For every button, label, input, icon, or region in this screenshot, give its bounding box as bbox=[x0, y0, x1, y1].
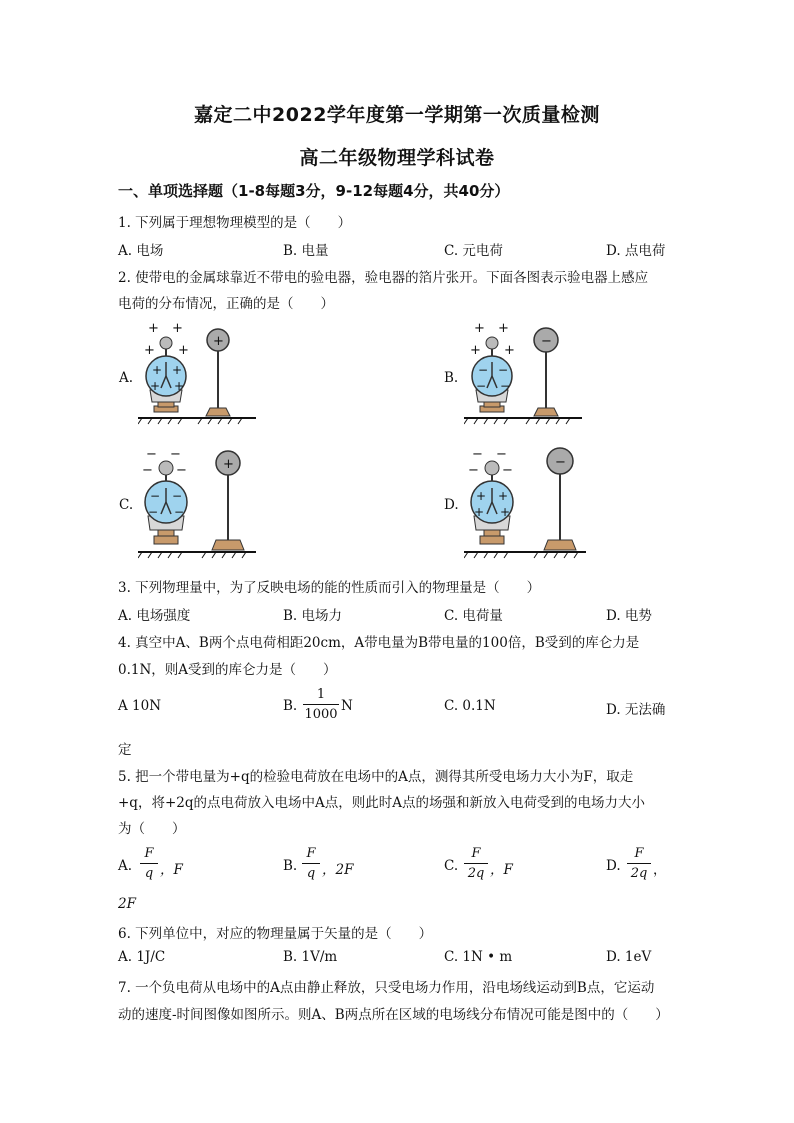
svg-text:−: − bbox=[468, 463, 479, 478]
question-4-option-a: A 10N bbox=[118, 698, 162, 714]
question-4-option-b-fraction bbox=[303, 686, 339, 723]
question-4-stem-line2: 0.1N，则A受到的库仑力是（ ） bbox=[118, 662, 337, 678]
figure-a-label: A. bbox=[119, 370, 134, 386]
fraction-numerator: 1 bbox=[316, 687, 326, 702]
question-2-stem-line2: 电荷的分布情况，正确的是（ ） bbox=[118, 296, 334, 312]
svg-text:−: − bbox=[176, 463, 187, 478]
fraction-numerator: F bbox=[144, 846, 154, 861]
question-3-option-b: B. 电场力 bbox=[283, 608, 343, 624]
electroscope-figure-a bbox=[138, 318, 258, 430]
question-2-stem-line1: 2. 使带电的金属球靠近不带电的验电器，验电器的箔片张开。下面各图表示验电器上感应 bbox=[118, 270, 649, 286]
question-6-option-a: A. 1J/C bbox=[118, 949, 166, 965]
question-5-option-b-label: B. bbox=[283, 858, 298, 874]
electroscope-figure-b bbox=[464, 318, 584, 430]
question-5-stem-line2: +q，将+2q的点电荷放入电场中A点，则此时A点的场强和新放入电荷受到的电场力大小 bbox=[118, 795, 645, 811]
svg-text:+: + bbox=[474, 321, 485, 336]
question-1-option-a: A. 电场 bbox=[118, 243, 164, 259]
question-5-option-a-tail: ，F bbox=[160, 862, 183, 878]
svg-text:−: − bbox=[476, 379, 487, 393]
svg-text:+: + bbox=[150, 379, 161, 393]
question-5-option-c-tail: ，F bbox=[490, 862, 513, 878]
question-4-option-d: D. 无法确 bbox=[606, 702, 666, 718]
svg-text:+: + bbox=[172, 321, 183, 336]
svg-text:+: + bbox=[178, 343, 189, 358]
svg-text:+: + bbox=[174, 379, 185, 393]
svg-text:−: − bbox=[146, 447, 157, 462]
question-1-option-b: B. 电量 bbox=[283, 243, 329, 259]
fraction-numerator: F bbox=[634, 846, 644, 861]
exam-title: 嘉定二中2022学年度第一学期第一次质量检测 bbox=[194, 104, 600, 126]
fraction-denominator: 1000 bbox=[304, 707, 338, 722]
electroscope-figure-d bbox=[464, 446, 588, 562]
question-4-stem-line1: 4. 真空中A、B两个点电荷相距20cm，A带电量为B带电量的100倍，B受到的库仑力是 bbox=[118, 635, 640, 651]
sphere-a-sign: + bbox=[213, 334, 224, 349]
question-6-option-d: D. 1eV bbox=[606, 949, 652, 965]
question-6-option-c: C. 1N • m bbox=[444, 949, 513, 965]
svg-text:+: + bbox=[504, 343, 515, 358]
svg-text:+: + bbox=[476, 489, 487, 503]
fraction-denominator: q bbox=[306, 866, 316, 881]
svg-text:−: − bbox=[502, 463, 513, 478]
question-6-stem: 6. 下列单位中，对应的物理量属于矢量的是（ ） bbox=[118, 926, 433, 942]
question-3-option-c: C. 电荷量 bbox=[444, 608, 503, 624]
question-5-option-d-label: D. bbox=[606, 858, 621, 874]
sphere-b-sign: − bbox=[541, 334, 552, 349]
svg-text:+: + bbox=[152, 363, 163, 377]
svg-text:−: − bbox=[172, 489, 183, 503]
svg-text:−: − bbox=[500, 379, 511, 393]
question-5-option-c-label: C. bbox=[444, 858, 459, 874]
fraction-numerator: F bbox=[471, 846, 481, 861]
fraction-denominator: 2q bbox=[467, 866, 485, 881]
fraction-denominator: q bbox=[144, 866, 154, 881]
question-5-stem-line1: 5. 把一个带电量为+q的检验电荷放在电场中的A点，测得其所受电场力大小为F，取走 bbox=[118, 769, 634, 785]
question-3-option-d: D. 电势 bbox=[606, 608, 652, 624]
question-5-option-d-fraction bbox=[627, 845, 651, 882]
svg-text:−: − bbox=[148, 505, 159, 519]
svg-text:+: + bbox=[500, 505, 511, 519]
svg-text:+: + bbox=[498, 321, 509, 336]
fraction-numerator: F bbox=[306, 846, 316, 861]
question-4-option-b-label: B. bbox=[283, 698, 298, 714]
question-5-option-b-fraction bbox=[302, 845, 320, 882]
sphere-c-sign: + bbox=[223, 457, 234, 472]
question-5-option-a-fraction bbox=[140, 845, 158, 882]
svg-text:−: − bbox=[498, 363, 509, 377]
question-7-stem-line1: 7. 一个负电荷从电场中的A点由静止释放，只受电场力作用，沿电场线运动到B点，它运动 bbox=[118, 980, 655, 996]
question-7-stem-line2: 动的速度-时间图像如图所示。则A、B两点所在区域的电场线分布情况可能是图中的（ ） bbox=[118, 1007, 669, 1023]
section-heading: 一、单项选择题（1-8每题3分，9-12每题4分，共40分） bbox=[118, 182, 510, 200]
figure-c-label: C. bbox=[119, 497, 134, 513]
svg-text:+: + bbox=[144, 343, 155, 358]
question-5-option-c-fraction bbox=[464, 845, 488, 882]
question-5-option-d-tail: ， bbox=[653, 862, 667, 878]
question-1-option-c: C. 元电荷 bbox=[444, 243, 503, 259]
svg-text:+: + bbox=[474, 505, 485, 519]
question-6-option-b: B. 1V/m bbox=[283, 949, 338, 965]
svg-text:−: − bbox=[174, 505, 185, 519]
svg-text:−: − bbox=[150, 489, 161, 503]
svg-text:−: − bbox=[472, 447, 483, 462]
svg-text:−: − bbox=[478, 363, 489, 377]
question-4-option-b-unit: N bbox=[341, 698, 353, 714]
question-4-option-c: C. 0.1N bbox=[444, 698, 496, 714]
question-5-option-b-tail: ，2F bbox=[322, 862, 354, 878]
figure-b-label: B. bbox=[444, 370, 459, 386]
question-5-stem-line3: 为（ ） bbox=[118, 821, 186, 837]
question-3-stem: 3. 下列物理量中，为了反映电场的能的性质而引入的物理量是（ ） bbox=[118, 580, 541, 596]
question-5-option-a-label: A. bbox=[118, 858, 133, 874]
exam-subtitle: 高二年级物理学科试卷 bbox=[299, 147, 495, 169]
svg-text:−: − bbox=[170, 447, 181, 462]
fraction-denominator: 2q bbox=[630, 866, 648, 881]
figure-d-label: D. bbox=[444, 497, 459, 513]
svg-text:+: + bbox=[498, 489, 509, 503]
question-4-option-d-continuation: 定 bbox=[118, 742, 132, 758]
question-3-option-a: A. 电场强度 bbox=[118, 608, 191, 624]
question-5-option-d-continuation: 2F bbox=[118, 896, 136, 912]
svg-text:−: − bbox=[142, 463, 153, 478]
svg-text:+: + bbox=[470, 343, 481, 358]
svg-text:−: − bbox=[496, 447, 507, 462]
svg-text:+: + bbox=[172, 363, 183, 377]
electroscope-figure-c bbox=[138, 446, 258, 562]
question-1-stem: 1. 下列属于理想物理模型的是（ ） bbox=[118, 215, 352, 231]
question-1-option-d: D. 点电荷 bbox=[606, 243, 666, 259]
svg-text:+: + bbox=[148, 321, 159, 336]
sphere-d-sign: − bbox=[555, 455, 566, 470]
